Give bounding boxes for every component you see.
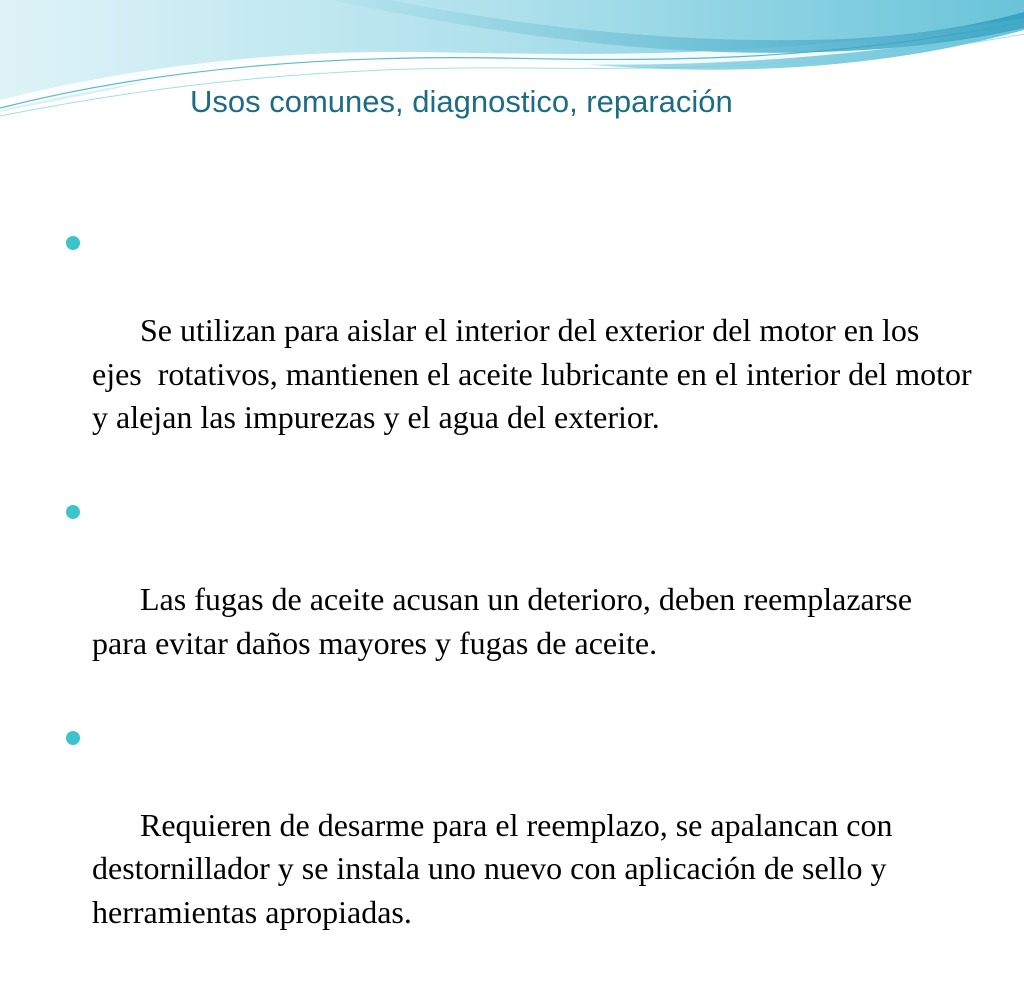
bullet-item [62, 717, 972, 978]
bullet-text: Se utilizan para aislar el interior del exterior del motor en los ejes rotativos, mantienen el aceite lubricante en el interior del motor y alejan las impurezas y el agua del exterior. [92, 312, 980, 435]
bullet-dot-icon [66, 505, 80, 519]
bullet-item [62, 491, 972, 709]
bullet-list [62, 222, 980, 986]
bullet-text: Las fugas de aceite acusan un deterioro, deben reemplazarse para evitar daños mayores y fugas de aceite. [92, 581, 921, 661]
bullet-dot-icon [66, 731, 80, 745]
bullet-item [62, 222, 980, 483]
bullet-text: Requieren de desarme para el reemplazo, se apalancan con destornillador y se instala uno nuevo con aplicación de sello y herramientas apropiadas. [92, 806, 901, 930]
bullet-dot-icon [66, 236, 80, 250]
slide-title: Usos comunes, diagnostico, reparación [190, 84, 733, 119]
